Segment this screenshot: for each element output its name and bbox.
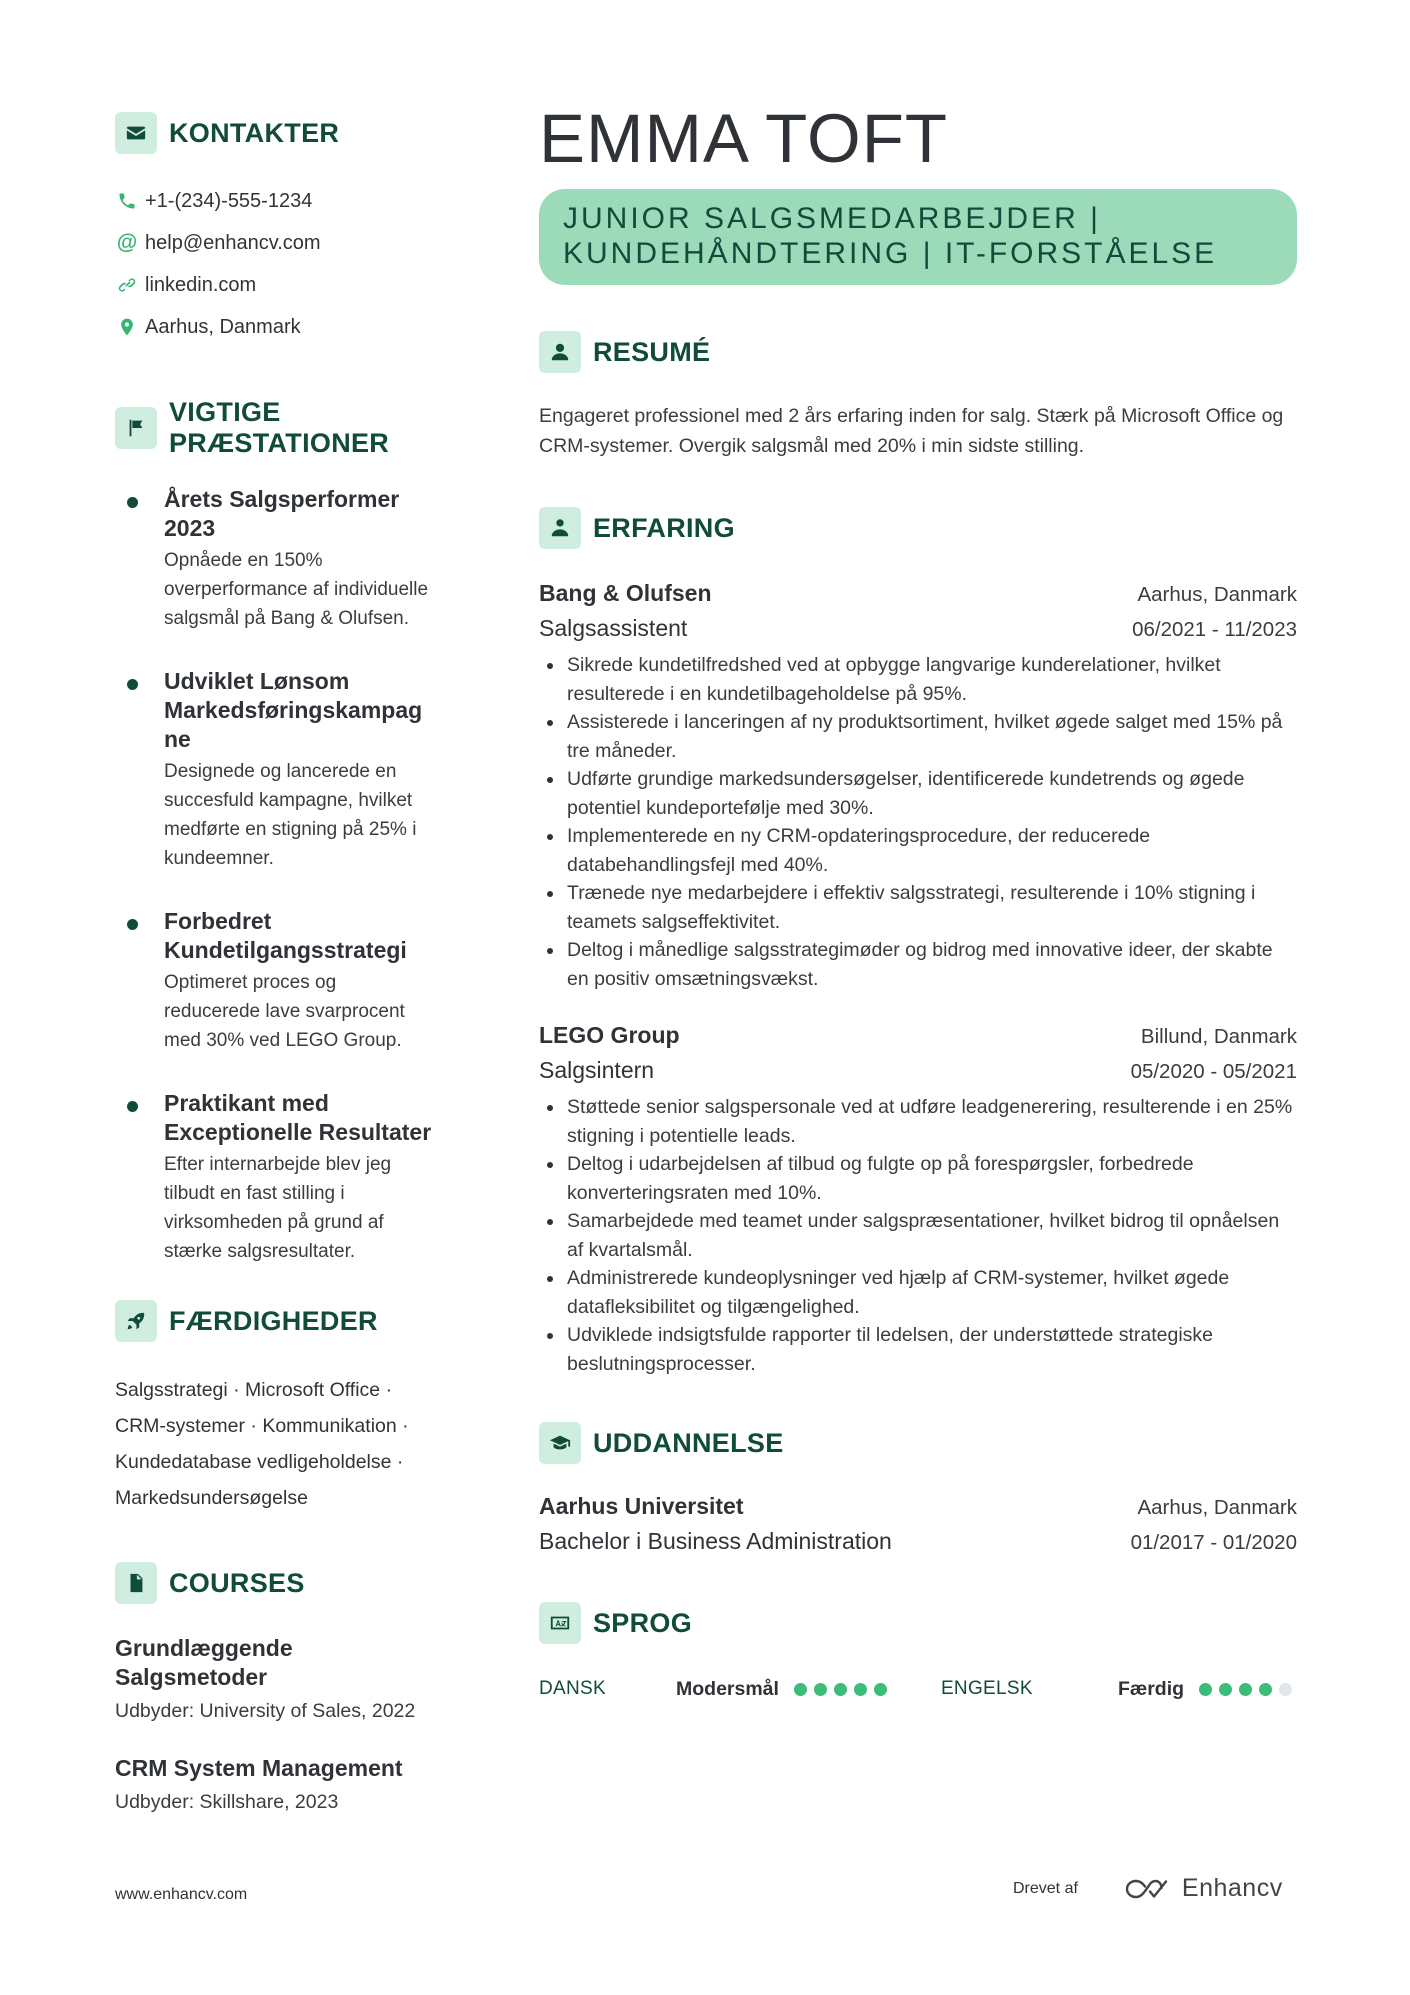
job-bullet: Administrerede kundeoplysninger ved hjælp af CRM-systemer, hvilket øgede datafleksibilitet og tilgængelighed. <box>539 1264 1297 1321</box>
achievement-item <box>115 1089 475 1266</box>
job-bullet: Trænede nye medarbejdere i effektiv salgsstrategi, resulterende i 10% stigning i teamets salgseffektivitet. <box>539 879 1297 936</box>
languages-section <box>539 1602 1297 1704</box>
rating-dot-filled <box>1239 1683 1252 1696</box>
education-row <box>539 1490 1297 1524</box>
experience-header <box>539 507 1297 549</box>
job-bullet: Implementerede en ny CRM-opdateringsprocedure, der reducerede databehandlingsfejl med 40%. <box>539 822 1297 879</box>
phone-icon <box>115 189 139 213</box>
job-bullets <box>539 651 1297 993</box>
brand-name: Enhancv <box>1181 1874 1283 1902</box>
at-icon: @ <box>116 231 138 254</box>
job-bullet: Sikrede kundetilfredshed ved at opbygge langvarige kunderelationer, hvilket resulterede i en kundetilbageholdelse på 95%. <box>539 651 1297 708</box>
summary-header <box>539 331 1297 373</box>
job-company: Bang & Olufsen <box>539 580 712 606</box>
achievements-header <box>115 397 475 459</box>
job-bullets <box>539 1093 1297 1378</box>
achievements-list <box>115 485 475 1266</box>
job-row <box>539 1053 1297 1089</box>
job-bullet: Samarbejdede med teamet under salgspræsentationer, hvilket bidrog til opnåelsen af kvartalsmål. <box>539 1207 1297 1264</box>
enhancv-logo[interactable] <box>1124 1874 1283 1903</box>
envelope-icon <box>115 112 157 154</box>
contact-location <box>115 306 475 348</box>
job-bullet: Støttede senior salgspersonale ved at udføre leadgenerering, resulterende i en 25% stigning i potentielle leads. <box>539 1093 1297 1150</box>
achievement-title: Udviklet Lønsom Markedsføringskampag ne <box>164 668 423 752</box>
briefcase-user-icon <box>539 507 581 549</box>
language-name: DANSK <box>539 1678 606 1699</box>
user-icon <box>539 331 581 373</box>
job-bullet: Deltog i månedlige salgsstrategimøder og bidrog med innovative ideer, der skabte en positiv omsætningsvækst. <box>539 936 1297 993</box>
rating-dot-empty <box>1279 1683 1292 1696</box>
contacts-header <box>115 112 475 154</box>
job-bullet: Udviklede indsigtsfulde rapporter til ledelsen, der understøttede strategiske beslutningsprocesser. <box>539 1321 1297 1378</box>
course-provider: Udbyder: University of Sales, 2022 <box>115 1700 416 1722</box>
rating-dot-filled <box>1259 1683 1272 1696</box>
rating-dot-filled <box>794 1683 807 1696</box>
languages-row <box>539 1674 1297 1704</box>
education-title: UDDANNELSE <box>593 1427 784 1458</box>
map-pin-icon <box>115 315 139 339</box>
education-location: Aarhus, Danmark <box>1137 1496 1297 1519</box>
education-dates: 01/2017 - 01/2020 <box>1130 1531 1297 1554</box>
right-column <box>539 100 1297 1704</box>
language-level: Modersmål <box>676 1677 779 1700</box>
bullet-dot <box>127 679 138 690</box>
graduation-cap-icon <box>539 1422 581 1464</box>
job-dates: 06/2021 - 11/2023 <box>1132 618 1297 641</box>
job-entry <box>539 1019 1297 1378</box>
email-text: help@enhancv.com <box>145 231 321 254</box>
achievement-desc: Optimeret proces og reducerede lave svarprocent med 30% ved LEGO Group. <box>164 972 405 1051</box>
achievement-item <box>115 907 475 1055</box>
enhancv-logo-icon <box>1124 1876 1170 1902</box>
rating-dot-filled <box>874 1683 887 1696</box>
job-row <box>539 611 1297 647</box>
job-location: Billund, Danmark <box>1140 1025 1297 1048</box>
achievement-title: Praktikant med Exceptionelle Resultater <box>164 1090 432 1145</box>
education-section <box>539 1422 1297 1560</box>
job-row <box>539 577 1297 611</box>
summary-title: RESUMÉ <box>593 336 711 367</box>
phone-text: +1-(234)-555-1234 <box>145 189 313 212</box>
translate-icon <box>539 1602 581 1644</box>
rating-dot-filled <box>814 1683 827 1696</box>
courses-header <box>115 1562 475 1604</box>
education-header <box>539 1422 1297 1464</box>
education-entry <box>539 1490 1297 1560</box>
job-entry <box>539 577 1297 993</box>
bullet-dot <box>127 1101 138 1112</box>
achievement-item <box>115 485 475 633</box>
job-bullet: Deltog i udarbejdelsen af tilbud og fulgte op på forespørgsler, forbedrede konverteringsraten med 10%. <box>539 1150 1297 1207</box>
rocket-icon <box>115 1300 157 1342</box>
rating-dot-filled <box>1199 1683 1212 1696</box>
summary-section <box>539 331 1297 461</box>
contact-phone[interactable] <box>115 180 475 222</box>
achievements-title: VIGTIGE PRÆSTATIONER <box>169 397 390 458</box>
location-text: Aarhus, Danmark <box>145 315 301 338</box>
contact-list <box>115 180 475 348</box>
bullet-dot <box>127 497 138 508</box>
footer-website[interactable]: www.enhancv.com <box>115 1886 248 1903</box>
achievement-desc: Opnåede en 150% overperformance af individuelle salgsmål på Bang & Olufsen. <box>164 550 429 629</box>
job-role: Salgsassistent <box>539 615 688 641</box>
achievement-desc: Designede og lancerede en succesfuld kampagne, hvilket medførte en stigning på 25% i kundeemner. <box>164 761 417 869</box>
linkedin-text: linkedin.com <box>145 273 257 296</box>
contact-email[interactable] <box>115 222 475 264</box>
skills-list: Salgsstrategi · Microsoft Office · CRM-systemer · Kommunikation · Kundedatabase vedligeholdelse · Markedsundersøgelse <box>115 1379 409 1509</box>
language-level: Færdig <box>1117 1677 1185 1700</box>
job-bullet: Assisterede i lanceringen af ny produktsortiment, hvilket øgede salget med 15% på tre måneder. <box>539 708 1297 765</box>
rating-dot-filled <box>834 1683 847 1696</box>
achievement-item <box>115 667 475 873</box>
document-icon <box>115 1562 157 1604</box>
headline-banner: JUNIOR SALGSMEDARBEJDER | KUNDEHÅNDTERING | IT-FORSTÅELSE <box>539 189 1297 285</box>
education-school: Aarhus Universitet <box>539 1493 744 1519</box>
rating-dot-filled <box>854 1683 867 1696</box>
achievement-desc: Efter internarbejde blev jeg tilbudt en fast stilling i virksomheden på grund af stærke salgsresultater. <box>164 1154 392 1262</box>
language-rating <box>794 1683 887 1696</box>
course-item <box>115 1754 475 1817</box>
rating-dot-filled <box>1219 1683 1232 1696</box>
education-degree: Bachelor i Business Administration <box>539 1528 892 1554</box>
left-column <box>115 112 475 1817</box>
contact-linkedin[interactable] <box>115 264 475 306</box>
candidate-name: EMMA TOFT <box>539 100 948 177</box>
footer-branding <box>1013 1874 1283 1903</box>
job-dates: 05/2020 - 05/2021 <box>1130 1060 1297 1083</box>
job-company: LEGO Group <box>539 1022 680 1048</box>
skills-title: FÆRDIGHEDER <box>169 1305 378 1336</box>
courses-title: COURSES <box>169 1567 305 1598</box>
language-name: ENGELSK <box>940 1678 1033 1699</box>
job-location: Aarhus, Danmark <box>1137 583 1297 606</box>
course-title: Grundlæggende Salgsmetoder <box>115 1635 293 1690</box>
skills-header <box>115 1300 475 1342</box>
contacts-title: KONTAKTER <box>169 117 340 148</box>
language-rating <box>1199 1683 1292 1696</box>
link-icon <box>115 273 139 297</box>
achievement-title: Forbedret Kundetilgangsstrategi <box>164 908 407 963</box>
powered-by-text: Drevet af <box>1013 1879 1078 1897</box>
achievement-title: Årets Salgsperformer 2023 <box>164 486 400 541</box>
languages-header <box>539 1602 1297 1644</box>
job-row <box>539 1019 1297 1053</box>
experience-section <box>539 507 1297 1378</box>
course-title: CRM System Management <box>115 1755 403 1781</box>
experience-title: ERFARING <box>593 512 735 543</box>
flag-icon <box>115 407 157 449</box>
course-item <box>115 1634 475 1726</box>
education-row <box>539 1524 1297 1560</box>
job-role: Salgsintern <box>539 1057 655 1083</box>
job-bullet: Udførte grundige markedsundersøgelser, identificerede kundetrends og øgede potentiel kundeportefølje med 30%. <box>539 765 1297 822</box>
summary-text: Engageret professionel med 2 års erfaring inden for salg. Stærk på Microsoft Office og CRM-systemer. Overgik salgsmål med 20% i min sidste stilling. <box>539 405 1284 457</box>
languages-title: SPROG <box>593 1607 693 1638</box>
bullet-dot <box>127 919 138 930</box>
course-provider: Udbyder: Skillshare, 2023 <box>115 1791 339 1813</box>
